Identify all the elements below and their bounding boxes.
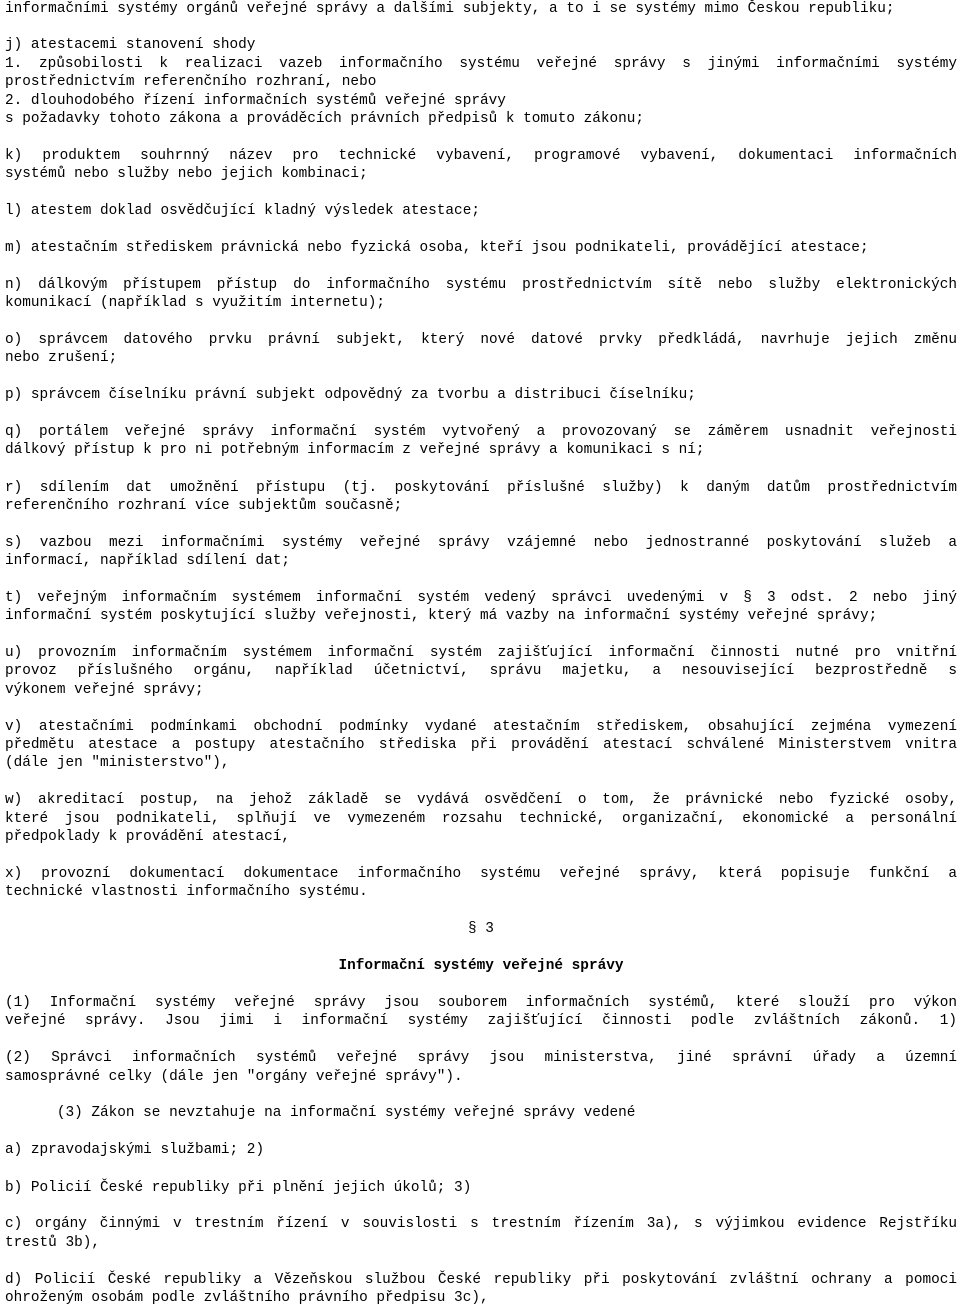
section-number: § 3 (468, 921, 494, 937)
text-line: samosprávné celky (dále jen "orgány veřejné správy"). (5, 1069, 463, 1085)
text-line: informační systém poskytující služby veřejnosti, který má vazby na informační systémy veřejné správy; (5, 608, 878, 624)
text-line: informací, například sdílení dat; (5, 553, 290, 569)
text-line: veřejné správy. Jsou jimi i informační systémy zajišťující činnosti podle zvláštních zákonů. 1) (5, 1013, 957, 1029)
text-line: k) produktem souhrnný název pro technické vybavení, programové vybavení, dokumentaci informačních (5, 148, 957, 164)
text-line: r) sdílením dat umožnění přístupu (tj. poskytování příslušné služby) k daným datům prostřednictvím (5, 480, 957, 496)
text-line: l) atestem doklad osvědčující kladný výsledek atestace; (5, 203, 480, 219)
text-line: n) dálkovým přístupem přístup do informačního systému prostřednictvím sítě nebo služby elektronických (5, 277, 957, 293)
text-line: nebo zrušení; (5, 350, 118, 366)
text-line: ohroženým osobám podle zvláštního právního předpisu 3c), (5, 1290, 489, 1306)
text-line: výkonem veřejné správy; (5, 682, 204, 698)
text-line: prostřednictvím referenčního rozhraní, nebo (5, 74, 377, 90)
text-line: předpoklady k provádění atestací, (5, 829, 290, 845)
text-line: w) akreditací postup, na jehož základě se vydává osvědčení o tom, že právnické nebo fyzické osoby, (5, 792, 957, 808)
text-line: které jsou podnikateli, splňují ve vymezeném rozsahu technické, organizační, ekonomické a personální (5, 811, 957, 827)
text-line: (dále jen "ministerstvo"), (5, 755, 230, 771)
text-line: q) portálem veřejné správy informační systém vytvořený a provozovaný se záměrem usnadnit veřejnosti (5, 424, 957, 440)
text-line: b) Policií České republiky při plnění jejich úkolů; 3) (5, 1180, 472, 1196)
text-line: referenčního rozhraní více subjektům současně; (5, 498, 403, 514)
text-line: provoz příslušného orgánu, například účetnictví, správu majetku, a nesouvisející bezprostředně s (5, 663, 957, 679)
text-line: a) zpravodajskými službami; 2) (5, 1142, 265, 1158)
text-line: (1) Informační systémy veřejné správy jsou souborem informačních systémů, které slouží pro výkon (5, 995, 957, 1011)
section-title: Informační systémy veřejné správy (338, 958, 624, 974)
text-line: trestů 3b), (5, 1235, 100, 1251)
text-line: p) správcem číselníku právní subjekt odpovědný za tvorbu a distribuci číselníku; (5, 387, 696, 403)
text-line: (3) Zákon se nevztahuje na informační systémy veřejné správy vedené (5, 1105, 636, 1121)
text-line: technické vlastnosti informačního systému. (5, 884, 368, 900)
text-line: t) veřejným informačním systémem informační systém vedený správci uvedenými v § 3 odst. 2 nebo jiný (5, 590, 957, 606)
text-line: 2. dlouhodobého řízení informačních systémů veřejné správy (5, 93, 506, 109)
text-line: předmětu atestace a postupy atestačního střediska při provádění atestací schválené Ministerstvem vnitra (5, 737, 957, 753)
text-line: m) atestačním střediskem právnická nebo fyzická osoba, kteří jsou podnikateli, provádějící atestace; (5, 240, 869, 256)
text-line: s) vazbou mezi informačními systémy veřejné správy vzájemné nebo jednostranné poskytování služeb a (5, 535, 957, 551)
text-line: (2) Správci informačních systémů veřejné správy jsou ministerstva, jiné správní úřady a územní (5, 1050, 957, 1066)
text-line: informačními systémy orgánů veřejné správy a dalšími subjekty, a to i se systémy mimo Českou republiku; (5, 1, 895, 17)
text-line: s požadavky tohoto zákona a prováděcích právních předpisů k tomuto zákonu; (5, 111, 645, 127)
text-line: systémů nebo služby nebo jejich kombinaci; (5, 166, 368, 182)
text-line: komunikací (například s využitím internetu); (5, 295, 385, 311)
text-line: j) atestacemi stanovení shody (5, 37, 256, 53)
text-line: v) atestačními podmínkami obchodní podmínky vydané atestačním střediskem, obsahující zejména vymezení (5, 719, 957, 735)
text-line: x) provozní dokumentací dokumentace informačního systému veřejné správy, která popisuje funkční a (5, 866, 957, 882)
text-line: d) Policií České republiky a Vězeňskou službou České republiky při poskytování zvláštní ochrany a pomoci (5, 1272, 957, 1288)
text-line: o) správcem datového prvku právní subjekt, který nové datové prvky předkládá, navrhuje jejich změnu (5, 332, 957, 348)
text-line: u) provozním informačním systémem informační systém zajišťující informační činnosti nutné pro vnitřní (5, 645, 957, 661)
text-line: c) orgány činnými v trestním řízení v souvislosti s trestním řízením 3a), s výjimkou evidence Rejstříku (5, 1216, 957, 1232)
text-line: 1. způsobilosti k realizaci vazeb informačního systému veřejné správy s jinými informačními systémy (5, 56, 957, 72)
text-line: dálkový přístup k pro ni potřebným informacím z veřejné správy a komunikaci s ní; (5, 442, 705, 458)
